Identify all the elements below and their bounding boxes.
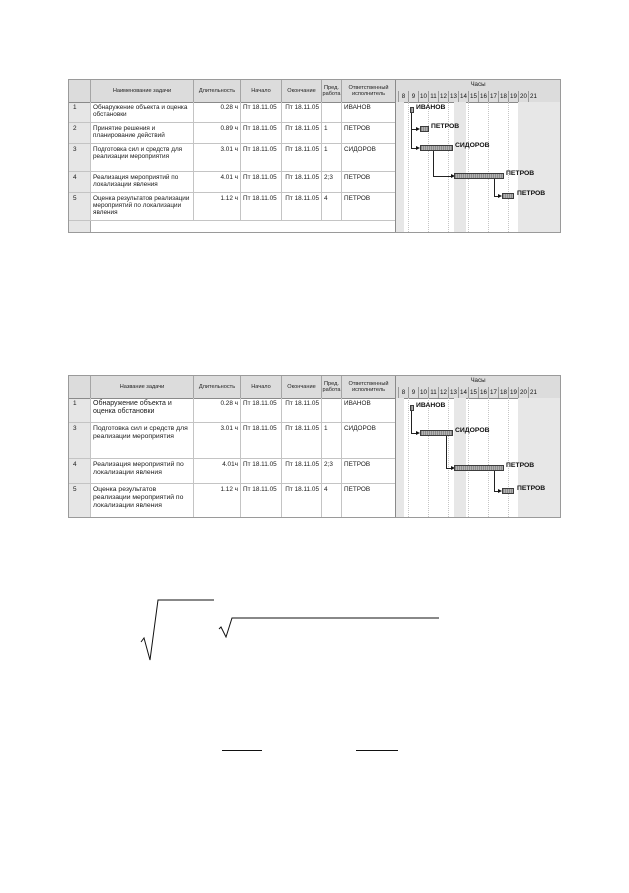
task-finish[interactable]: Пт 18.11.05: [282, 193, 322, 220]
task-duration[interactable]: 0.89 ч: [194, 123, 241, 143]
task-resource[interactable]: ПЕТРОВ: [344, 125, 371, 132]
hour-tick: 14: [458, 91, 468, 102]
hour-tick: 21: [528, 91, 538, 102]
task-duration[interactable]: 1.12 ч: [194, 484, 241, 517]
task-resource[interactable]: ПЕТРОВ: [344, 461, 371, 468]
gridline: [468, 398, 469, 517]
dependency-link: [494, 179, 495, 196]
row-number: 1: [69, 398, 91, 422]
task-pred[interactable]: 2;3: [322, 172, 342, 192]
table-row[interactable]: [69, 123, 395, 144]
task-start[interactable]: Пт 18.11.05: [241, 398, 282, 422]
timescale-header: [396, 376, 560, 399]
gantt-table-2: [68, 375, 561, 518]
header-duration[interactable]: Длительность: [194, 80, 241, 102]
hour-tick: 17: [488, 91, 498, 102]
task-start[interactable]: Пт 18.11.05: [241, 459, 282, 483]
task-bar[interactable]: [502, 193, 514, 199]
table-row[interactable]: [69, 459, 395, 484]
hour-tick: 17: [488, 387, 498, 398]
gridline: [468, 102, 469, 232]
header-resource[interactable]: Ответственный исполнитель: [348, 84, 389, 97]
task-bar[interactable]: [420, 145, 453, 151]
task-name[interactable]: Обнаружение объекта и оценка обстановки: [91, 398, 194, 422]
task-name[interactable]: Реализация мероприятий по локализации явления: [91, 172, 194, 192]
timescale-title: Часы: [470, 377, 486, 384]
nonworking-shade: [396, 102, 404, 232]
task-duration[interactable]: 1.12 ч: [194, 193, 241, 220]
row-number: 3: [69, 144, 91, 171]
dependency-link: [433, 151, 434, 176]
nonworking-shade: [454, 398, 466, 517]
hour-tick: 8: [398, 387, 408, 398]
dependency-link: [446, 436, 447, 468]
task-duration[interactable]: 0.28 ч: [194, 102, 241, 122]
task-finish[interactable]: Пт 18.11.05: [282, 123, 322, 143]
task-resource[interactable]: ПЕТРОВ: [344, 195, 371, 202]
task-resource[interactable]: СИДОРОВ: [344, 425, 376, 432]
row-number: 3: [69, 423, 91, 458]
hour-tick: 18: [498, 91, 508, 102]
bar-resource-label: СИДОРОВ: [455, 427, 490, 434]
gantt-table-1: [68, 79, 561, 233]
table-row[interactable]: [69, 144, 395, 172]
hour-tick: 12: [438, 387, 448, 398]
task-finish[interactable]: Пт 18.11.05: [282, 398, 322, 422]
task-start[interactable]: Пт 18.11.05: [241, 193, 282, 220]
hour-tick: 11: [428, 91, 438, 102]
bar-resource-label: ПЕТРОВ: [506, 462, 535, 469]
bar-resource-label: ИВАНОВ: [416, 104, 446, 111]
grid-header: [69, 80, 395, 103]
gridline: [488, 398, 489, 517]
task-duration[interactable]: 3.01 ч: [194, 144, 241, 171]
hour-tick: 10: [418, 387, 428, 398]
table-row[interactable]: [69, 172, 395, 193]
task-finish[interactable]: Пт 18.11.05: [282, 102, 322, 122]
task-name[interactable]: Обнаружение объекта и оценка обстановки: [91, 102, 194, 122]
fraction-bar: [356, 750, 398, 751]
dependency-link: [433, 176, 452, 177]
table-row[interactable]: [69, 484, 395, 517]
header-pred[interactable]: Пред. работа: [322, 376, 342, 398]
nonworking-shade: [518, 398, 560, 517]
task-pred[interactable]: 1: [322, 123, 342, 143]
row-number: 4: [69, 172, 91, 192]
bar-resource-label: ИВАНОВ: [416, 402, 446, 409]
timescale-header: [396, 80, 560, 103]
bar-resource-label: СИДОРОВ: [455, 142, 490, 149]
square-root-long: [218, 616, 440, 638]
hour-tick: 20: [518, 91, 528, 102]
nonworking-shade: [518, 102, 560, 232]
hour-tick: 9: [408, 91, 418, 102]
header-num: [69, 376, 91, 398]
header-finish[interactable]: Окончание: [282, 376, 322, 398]
task-pred[interactable]: 4: [322, 484, 342, 517]
hour-tick: 16: [478, 91, 488, 102]
hour-tick: 16: [478, 387, 488, 398]
task-start[interactable]: Пт 18.11.05: [241, 123, 282, 143]
timescale-title: Часы: [470, 81, 486, 88]
hour-tick: 15: [468, 91, 478, 102]
task-start[interactable]: Пт 18.11.05: [241, 172, 282, 192]
header-resource[interactable]: Ответственный исполнитель: [348, 380, 389, 393]
task-finish[interactable]: Пт 18.11.05: [282, 172, 322, 192]
gantt-chart: [396, 80, 560, 232]
row-number: 2: [69, 123, 91, 143]
task-resource[interactable]: ПЕТРОВ: [344, 174, 371, 181]
gridline: [488, 102, 489, 232]
task-duration[interactable]: 0.28 ч: [194, 398, 241, 422]
task-duration[interactable]: 3.01 ч: [194, 423, 241, 458]
hour-tick: 21: [528, 387, 538, 398]
hour-tick: 19: [508, 387, 518, 398]
gridline: [508, 102, 509, 232]
task-name[interactable]: Принятие решения и планирование действий: [91, 123, 194, 143]
row-number: 5: [69, 484, 91, 517]
bar-resource-label: ПЕТРОВ: [431, 123, 460, 130]
hour-tick: 9: [408, 387, 418, 398]
hour-tick: 15: [468, 387, 478, 398]
fraction-bar: [222, 750, 262, 751]
table-row-empty[interactable]: [69, 221, 395, 232]
task-name[interactable]: Подготовка сил и средств для реализации мероприятия: [91, 423, 194, 458]
nonworking-shade: [454, 102, 466, 232]
task-duration[interactable]: 4.01ч: [194, 459, 241, 483]
task-pred[interactable]: 1: [322, 144, 342, 171]
task-start[interactable]: Пт 18.11.05: [241, 144, 282, 171]
nonworking-shade: [396, 398, 404, 517]
hour-tick: 10: [418, 91, 428, 102]
table-row[interactable]: [69, 423, 395, 459]
task-name[interactable]: Реализация мероприятий по локализации явления: [91, 459, 194, 483]
bar-resource-label: ПЕТРОВ: [506, 170, 535, 177]
task-bar[interactable]: [454, 465, 504, 471]
hour-tick: 14: [458, 387, 468, 398]
task-bar[interactable]: [502, 488, 514, 494]
task-pred[interactable]: 1: [322, 423, 342, 458]
task-finish[interactable]: Пт 18.11.05: [282, 423, 322, 458]
task-bar[interactable]: [420, 430, 453, 436]
gridline: [428, 398, 429, 517]
table-row[interactable]: [69, 102, 395, 123]
task-name[interactable]: Оценка результатов реализации мероприятий по локализации явления: [91, 193, 194, 220]
gridline: [408, 398, 409, 517]
row-number: 5: [69, 193, 91, 220]
square-root-large: [140, 598, 215, 663]
table-row[interactable]: [69, 398, 395, 423]
task-grid: [69, 376, 396, 517]
task-finish[interactable]: Пт 18.11.05: [282, 484, 322, 517]
task-pred[interactable]: [322, 398, 342, 422]
task-start[interactable]: Пт 18.11.05: [241, 423, 282, 458]
hour-tick: 19: [508, 91, 518, 102]
gantt-chart: [396, 376, 560, 517]
gridline: [508, 398, 509, 517]
table-row[interactable]: [69, 193, 395, 221]
task-start[interactable]: Пт 18.11.05: [241, 102, 282, 122]
hour-tick: 13: [448, 91, 458, 102]
formula-fragments: [0, 560, 629, 820]
task-pred[interactable]: 2;3: [322, 459, 342, 483]
task-grid: [69, 80, 396, 232]
hour-tick: 20: [518, 387, 528, 398]
row-number: 1: [69, 102, 91, 122]
dependency-link: [411, 411, 412, 433]
header-name[interactable]: Название задачи: [91, 376, 194, 398]
gridline: [448, 398, 449, 517]
header-name[interactable]: Наименование задачи: [91, 80, 194, 102]
bar-resource-label: ПЕТРОВ: [517, 190, 546, 197]
header-start[interactable]: Начало: [241, 376, 282, 398]
hour-tick: 12: [438, 91, 448, 102]
task-start[interactable]: Пт 18.11.05: [241, 484, 282, 517]
header-num: [69, 80, 91, 102]
hour-tick: 8: [398, 91, 408, 102]
task-finish[interactable]: Пт 18.11.05: [282, 144, 322, 171]
gridline: [428, 102, 429, 232]
row-number: 4: [69, 459, 91, 483]
task-pred[interactable]: 4: [322, 193, 342, 220]
task-resource[interactable]: СИДОРОВ: [344, 146, 376, 153]
header-pred[interactable]: Пред. работа: [322, 80, 342, 102]
dependency-link: [494, 471, 495, 491]
header-finish[interactable]: Окончание: [282, 80, 322, 102]
task-duration[interactable]: 4.01 ч: [194, 172, 241, 192]
hour-tick: 11: [428, 387, 438, 398]
task-resource[interactable]: ИВАНОВ: [344, 400, 371, 407]
header-start[interactable]: Начало: [241, 80, 282, 102]
task-resource[interactable]: ИВАНОВ: [344, 104, 371, 111]
hour-tick: 18: [498, 387, 508, 398]
task-name[interactable]: Подготовка сил и средств для реализации мероприятия: [91, 144, 194, 171]
task-finish[interactable]: Пт 18.11.05: [282, 459, 322, 483]
header-duration[interactable]: Длительность: [194, 376, 241, 398]
grid-header: [69, 376, 395, 399]
task-pred[interactable]: [322, 102, 342, 122]
gridline: [448, 102, 449, 232]
task-name[interactable]: Оценка результатов реализации мероприятий по локализации явления: [91, 484, 194, 517]
task-bar[interactable]: [420, 126, 429, 132]
task-resource[interactable]: ПЕТРОВ: [344, 486, 371, 493]
dependency-link: [411, 129, 412, 148]
bar-resource-label: ПЕТРОВ: [517, 485, 546, 492]
dependency-link: [411, 113, 412, 129]
hour-tick: 13: [448, 387, 458, 398]
gridline: [408, 102, 409, 232]
task-bar[interactable]: [454, 173, 504, 179]
